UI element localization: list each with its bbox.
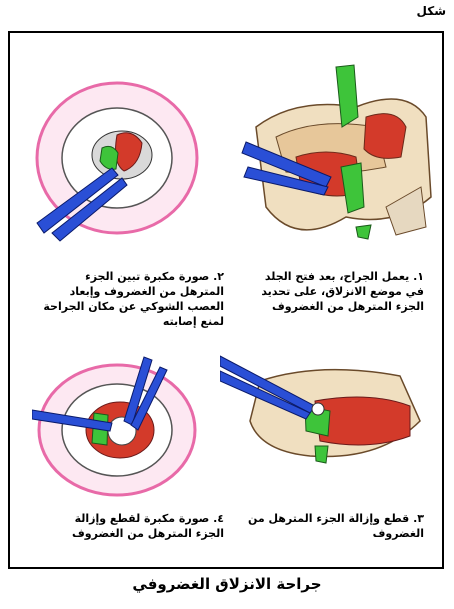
caption-2: ٢. صورة مكبرة تبين الجزء المترهل من الغضروف وإبعاد العصب الشوكي عن مكان الجراحة لمنع إصابته (43, 270, 224, 328)
illustration-panel-1 (236, 57, 436, 253)
illustration-panel-3 (220, 351, 436, 481)
caption-4: ٤. صورة مكبرة لقطع وإزالة الجزء المترهل من الغضروف (72, 512, 224, 540)
caption-3: ٣. قطع وإزالة الجزء المترهل من الغضروف (247, 512, 424, 540)
figure-label: شكل (416, 4, 446, 18)
illustration-panel-4 (32, 355, 212, 505)
illustration-panel-2 (32, 73, 212, 243)
illustration-frame (8, 31, 444, 569)
caption-1: ١. يعمل الجراح، بعد فتح الجلد في موضع الانزلاق، على تحديد الجزء المترهل من الغضروف (261, 270, 424, 313)
figure-title: جراحة الانزلاق الغضروفي (132, 575, 322, 593)
